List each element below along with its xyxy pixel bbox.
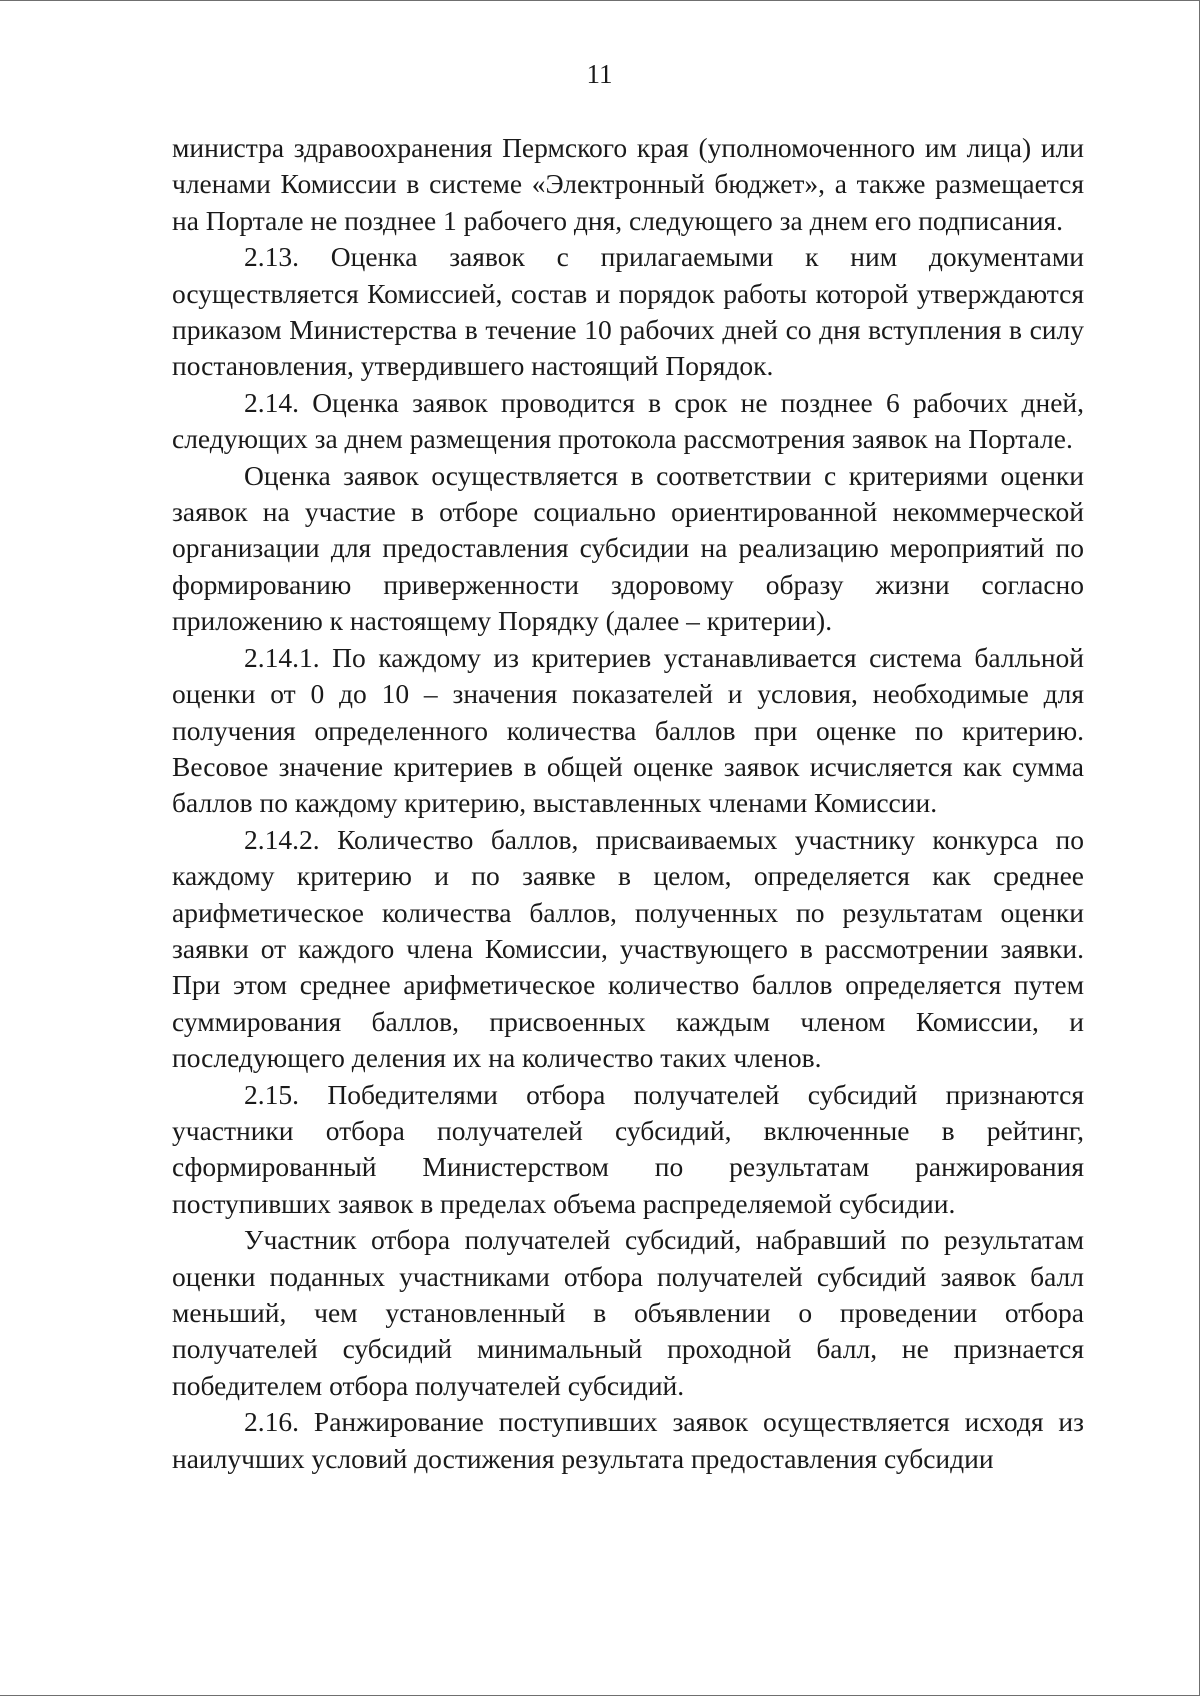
paragraph-2-16: 2.16. Ранжирование поступивших заявок осуществляется исходя из наилучших условий достижения результата предоставления субсидии: [172, 1406, 1084, 1474]
page-number: 11: [586, 59, 613, 89]
paragraph-criteria: Оценка заявок осуществляется в соответствии с критериями оценки заявок на участие в отборе социально ориентированной некоммерческой организации для предоставления субсидии на реализацию мероприятий по формированию приверженности здоровому образу жизни согласно приложению к настоящему Порядку (далее – критерии).: [172, 459, 1084, 637]
paragraph-participant: Участник отбора получателей субсидий, набравший по результатам оценки поданных участниками отбора получателей субсидий заявок балл меньший, чем установленный в объявлении о проведении отбора получателей субсидий минимальный проходной балл, не признается победителем отбора получателей субсидий.: [172, 1224, 1084, 1401]
paragraph-2-15: 2.15. Победителями отбора получателей субсидий признаются участники отбора получателей субсидий, включенные в рейтинг, сформированный Министерством по результатам ранжирования поступивших заявок в пределах объема распределяемой субсидии.: [172, 1078, 1084, 1219]
paragraph-2-14: 2.14. Оценка заявок проводится в срок не позднее 6 рабочих дней, следующих за днем размещения протокола рассмотрения заявок на Портале.: [172, 386, 1084, 455]
paragraph-2-13: 2.13. Оценка заявок с прилагаемыми к ним документами осуществляется Комиссией, состав и порядок работы которой утверждаются приказом Министерства в течение 10 рабочих дней со дня вступления в силу постановления, утвердившего настоящий Порядок.: [172, 241, 1084, 382]
paragraph-2-14-2: 2.14.2. Количество баллов, присваиваемых участнику конкурса по каждому критерию и по заявке в целом, определяется как среднее арифметическое количества баллов, полученных по результатам оценки заявки от каждого члена Комиссии, участвующего в рассмотрении заявки. При этом среднее арифметическое количество баллов определяется путем суммирования баллов, присвоенных каждым членом Комиссии, и последующего деления их на количество таких членов.: [172, 823, 1084, 1074]
paragraph-continuation: министра здравоохранения Пермского края (уполномоченного им лица) или членами Комиссии в системе «Электронный бюджет», а также размещается на Портале не позднее 1 рабочего дня, следующего за днем его подписания.: [172, 132, 1084, 236]
document-body: [172, 130, 1084, 1477]
paragraph-2-14-1: 2.14.1. По каждому из критериев устанавливается система балльной оценки от 0 до 10 – значения показателей и условия, необходимые для получения определенного количества баллов при оценке по критерию. Весовое значение критериев в общей оценке заявок исчисляется как сумма баллов по каждому критерию, выставленных членами Комиссии.: [172, 641, 1084, 819]
